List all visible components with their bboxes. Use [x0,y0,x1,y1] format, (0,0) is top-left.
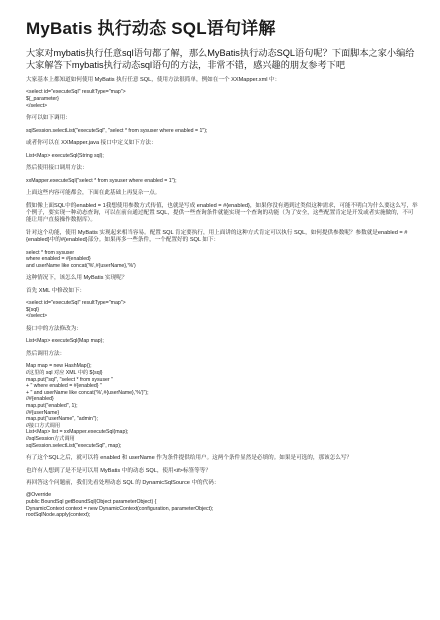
paragraph-2: 你可以如下调用： [26,115,71,122]
paragraph-6: 假如像上面SQL中的enabled = 1我想使用参数方式传值，也就是写成 enabled = #{enabled}，如果你没有遇到过类似这种需求，可能不明白为什么要这么写，举个例子，要实现一种动态查询，可以在前台通过配置 SQL，提供一些查询条件就能实现一个查询的功能（为了安全，这些配置肯定是开发或者实施做的，不可能让用户直接操作数据库）。 [26,202,418,224]
code-block-8: Map map = new HashMap(); //这里的 sql 对应 XML 中的 ${sql} map.put("sql", "select * from sysuser " + " where enabled = #{enabled} " + " and userName like concat('%',#{userName},'%')"); //#{enabled} map.put("enabled", 1); //#{userName} map.put("userName", "admin"); //接口方式调用 List<Map> list = xxMapper.executeSql(map); //sqlSession方式调用 sqlSession.selectList("executeSql", map); [26,363,149,449]
code-block-5: select * from sysuser where enabled = #{enabled} and userName like concat('%',#{userName},'%') [26,249,136,269]
intro-paragraph: 大家对mybatis执行任意sql语句都了解，那么MyBatis执行动态SQL语句呢？下面脚本之家小编给大家解答下mybatis执行动态sql语句的方法，非常不错，感兴趣的朋友参考下吧 [26,48,415,70]
paragraph-8: 这种情况下，该怎么用 MyBatis 实现呢？ [26,275,128,282]
paragraph-12: 有了这个SQL之后，就可以将 enabled 和 userName 作为条件提供给用户。这两个条件显然是必填的。如果是可选的，那该怎么写？ [26,455,353,462]
article-title: MyBatis 执行动态 SQL语句详解 [26,19,276,38]
code-block-4: xxMapper.executeSql("select * from sysuser where enabled = 1"); [26,177,177,184]
paragraph-5: 上面这些内容可能都会，下面在此基础上再复杂一点。 [26,190,161,197]
code-block-3: List<Map> executeSql(String sql); [26,152,104,159]
code-block-6: <select id="executeSql" resultType="map"> ${sql} </select> [26,300,126,320]
code-block-2: sqlSession.selectList("executeSql", "select * from sysuser where enabled = 1"); [26,127,208,134]
code-block-1: <select id="executeSql" resultType="map"> ${_parameter} </select> [26,89,126,109]
code-block-9: @Override public BoundSql getBoundSql(Object parameterObject) { DynamicContext context = new DynamicContext(configuration, parameterObject); rootSqlNode.apply(context); [26,492,214,519]
paragraph-7: 针对这个功能，使用 MyBatis 实现起来相当容易。配置 SQL 肯定要执行，用上面讲的这种方式肯定可以执行 SQL，如何提供参数呢？参数就是enabled = #{enabled}中的#{enabled}部分。如果再多一些条件，一个配置好的 SQL 如下： [26,229,408,244]
paragraph-13: 也许有人想到了是不是可以用 MyBatis 中的动态 SQL，使用<if>标签等等？ [26,467,211,474]
paragraph-3: 或者你可以在 XXMapper.java 接口中定义如下方法： [26,140,157,147]
paragraph-11: 然后调用方法： [26,351,66,357]
paragraph-4: 然后使用接口调用方法： [26,165,88,172]
paragraph-10: 接口中的方法修改为： [26,326,82,332]
code-block-7: List<Map> executeSql(Map map); [26,338,104,345]
paragraph-9: 首先 XML 中修改如下： [26,287,86,294]
paragraph-1: 大家基本上都知道如何使用 MyBatis 执行任意 SQL，使用方法很简单，例如在一个 XXMapper.xml 中： [26,77,281,83]
paragraph-14: 再回答这个问题前，我们先看处理动态 SQL 的 DynamicSqlSource 中的代码： [26,479,220,486]
